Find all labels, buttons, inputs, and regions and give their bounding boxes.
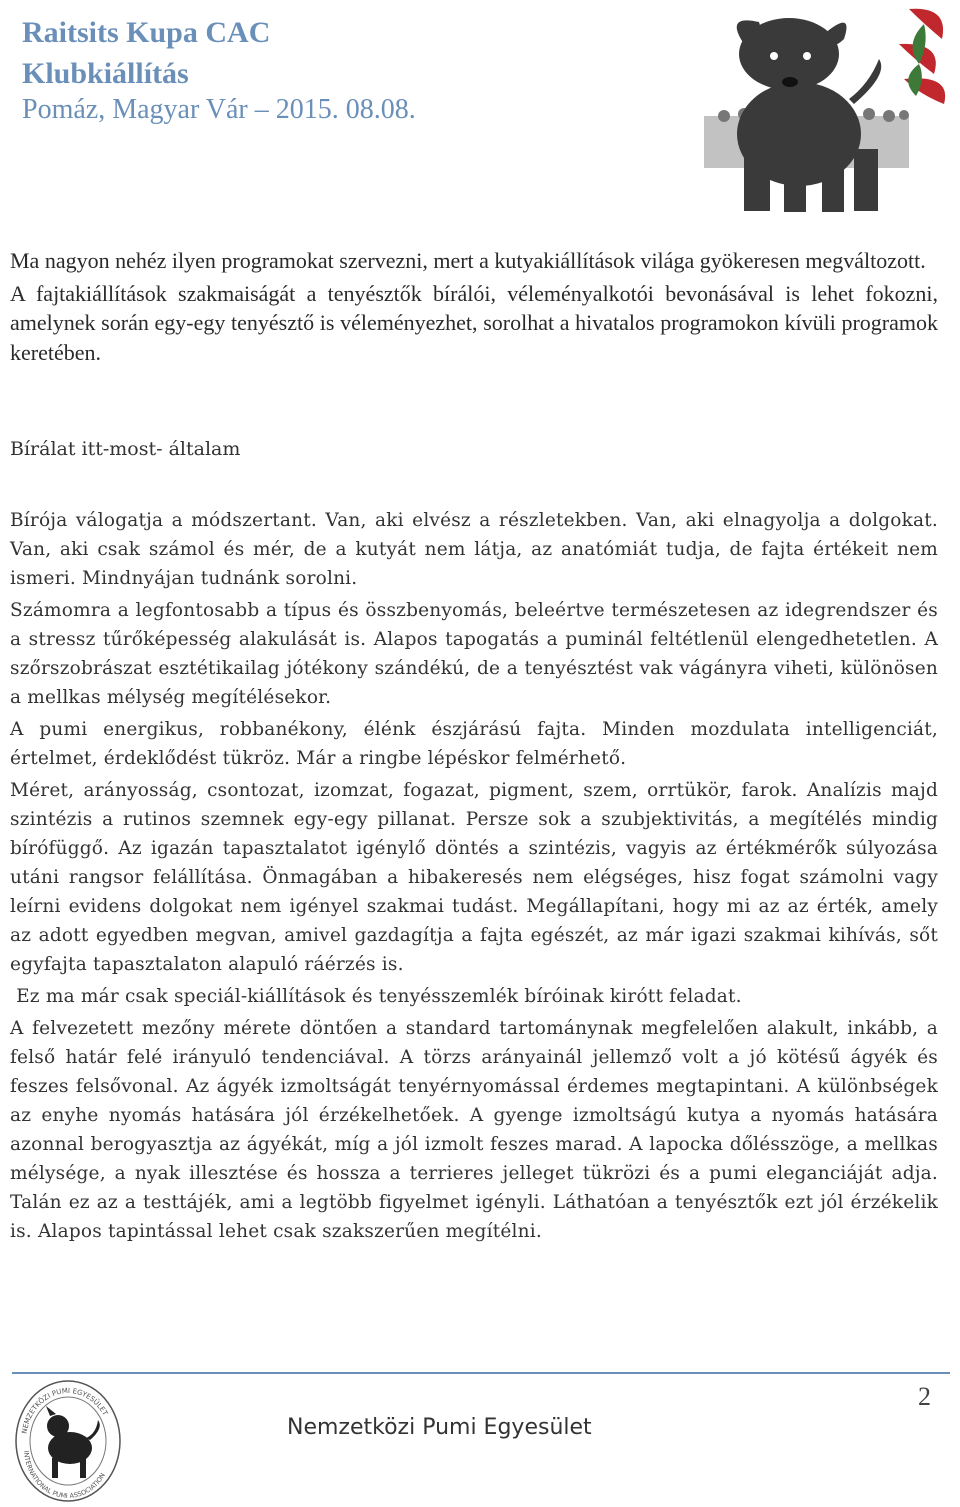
event-location-date: Pomáz, Magyar Vár – 2015. 08.08. <box>22 94 416 125</box>
body-paragraph-2: Számomra a legfontosabb a típus és összbenyomás, beleértve természetesen az idegrendszer és a stressz tűrőképesség alakulását is. Alapos tapogatás a puminál feltétlenül elengedhetetlen. A szőrszobrászat esztétikailag jótékony szándékú, de a tenyésztést vak vágányra viheti, különösen a mellkas mélység megítélésekor. <box>10 600 938 708</box>
intro-text <box>10 246 938 370</box>
body-paragraph-5: Ez ma már csak speciál-kiállítások és tenyésszemlék bíróinak kirótt feladat. <box>10 986 742 1007</box>
intro-paragraph-1: Ma nagyon nehéz ilyen programokat szervezni, mert a kutyakiállítások világa gyökeresen megváltozott. <box>10 248 926 273</box>
organization-name: Nemzetközi Pumi Egyesület <box>287 1415 592 1440</box>
section-title: Bírálat itt-most- általam <box>10 438 241 460</box>
title-line-1: Raitsits Kupa CAC <box>22 16 271 49</box>
body-paragraph-3: A pumi energikus, robbanékony, élénk észjárású fajta. Minden mozdulata intelligenciát, értelmet, érdeklődést tükröz. Már a ringbe lépéskor felmérhető. <box>10 719 938 769</box>
pumi-dog-logo <box>704 4 956 214</box>
document-title <box>22 12 270 94</box>
intro-paragraph-2: A fajtakiállítások szakmaiságát a tenyésztők bírálói, véleményalkotói bevonásával is lehet fokozni, amelynek során egy-egy tenyésztő is véleményezhet, sorolhat a hivatalos programokon kívüli programok keretében. <box>10 280 938 365</box>
footer-divider <box>12 1372 950 1374</box>
svg-text:NEMZETKÖZI PUMI EGYESÜLET: NEMZETKÖZI PUMI EGYESÜLET <box>20 1386 110 1435</box>
body-paragraph-6: A felvezetett mezőny mérete döntően a standard tartománynak megfelelően alakult, inkább, a felső határ felé irányuló tendenciával. A törzs arányainál jellemző volt a jó kötésű ágyék és feszes felsővonal. Az ágyék izmoltságát tenyérnyomással érdemes megtapintani. A különbségek az enyhe nyomás hatására jól érzékelhetőek. A gyenge izmoltságú kutya a nyomás hatására azonnal berogyasztja az ágyékát, míg a jól izmolt feszes marad. A lapocka dőlésszöge, a mellkas mélysége, a nyak illesztése és hossza a terrieres jelleget tükrözi és a pumi eleganciáját adja. Talán ez az a testtájék, ami a legtöbb figyelmet igényli. Láthatóan a tenyésztők ezt jól érzékelik is. Alapos tapintással lehet csak szakszerűen megítélni. <box>10 1018 938 1242</box>
svg-text:INTERNATIONAL PUMI ASSOCIATION: INTERNATIONAL PUMI ASSOCIATION <box>22 1450 107 1501</box>
title-line-2: Klubkiállítás <box>22 57 189 90</box>
body-text <box>10 506 938 1249</box>
page-number: 2 <box>918 1382 931 1411</box>
association-logo <box>12 1378 124 1504</box>
body-paragraph-1: Bírója válogatja a módszertant. Van, aki elvész a részletekben. Van, aki elnagyolja a dolgokat. Van, aki csak számol és mér, de a kutyát nem látja, az anatómiát tudja, de fajta értékeit nem ismeri. Mindnyájan tudnánk sorolni. <box>10 510 938 589</box>
body-paragraph-4: Méret, arányosság, csontozat, izomzat, fogazat, pigment, szem, orrtükör, farok. Analízis majd szintézis a rutinos szemnek egy-egy pillanat. Persze sok a szubjektivitás, a megítélés mindig bírófüggő. Az igazán tapasztalatot igénylő döntés a szintézis, vagyis az értékmérők súlyozása utáni rangsor felállítása. Önmagában a hibakeresés nem elégséges, hisz fogat számolni vagy leírni evidens dolgokat nem igényel szakmai tudást. Megállapítani, hogy mi az az érték, amely az adott egyedben megvan, amivel gazdagítja a fajta egészét, az már igazi szakmai kihívás, sőt egyfajta tapasztalaton alapuló ráérzés is. <box>10 780 938 975</box>
